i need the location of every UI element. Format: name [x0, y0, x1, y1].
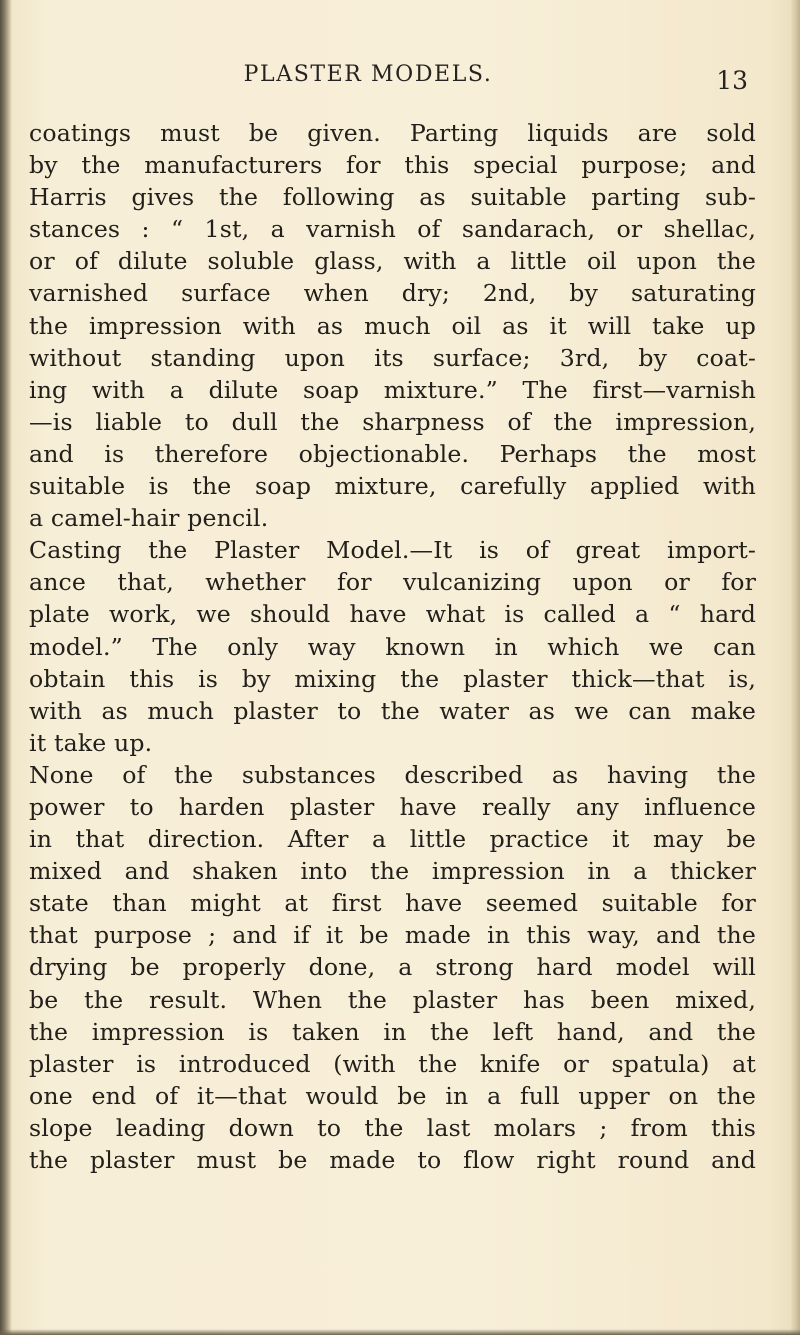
text-line: mixed and shaken into the impression in a thicker: [29, 857, 756, 886]
text-line: suitable is the soap mixture, carefully applied with: [29, 472, 756, 501]
text-line: and is therefore objectionable. Perhaps the most: [29, 439, 756, 468]
text-line: by the manufacturers for this special purpose; and: [29, 151, 756, 180]
paragraph-heading-line: Casting the Plaster Model.—It is of great import-: [29, 536, 756, 565]
page-edge-shadow: [790, 0, 800, 1335]
text-line: plaster is introduced (with the knife or spatula) at: [29, 1049, 756, 1078]
text-line: —is liable to dull the sharpness of the impression,: [29, 407, 756, 436]
page-binding-shadow: [0, 0, 12, 1335]
text-line: power to harden plaster have really any influence: [29, 792, 756, 821]
text-line: in that direction. After a little practice it may be: [29, 825, 756, 854]
body-text: [29, 117, 756, 1176]
text-line: state than might at first have seemed suitable for: [29, 889, 756, 918]
text-line: model.” The only way known in which we can: [29, 632, 756, 661]
text-line: plate work, we should have what is called a “ hard: [29, 600, 756, 629]
text-line: that purpose ; and if it be made in this way, and the: [29, 921, 756, 950]
text-line: the impression is taken in the left hand, and the: [29, 1017, 756, 1046]
text-line: be the result. When the plaster has been mixed,: [29, 985, 756, 1014]
text-line: Harris gives the following as suitable parting sub-: [29, 183, 756, 212]
paragraph-end-line: it take up.: [29, 728, 153, 757]
running-head: PLASTER MODELS.: [243, 62, 493, 87]
text-line: with as much plaster to the water as we can make: [29, 696, 756, 725]
text-line: drying be properly done, a strong hard model will: [29, 953, 756, 982]
text-line: ing with a dilute soap mixture.” The first—varnish: [29, 375, 756, 404]
text-line: the plaster must be made to flow right round and: [29, 1146, 756, 1174]
page-number: 13: [716, 66, 748, 95]
text-line: coatings must be given. Parting liquids are sold: [29, 119, 756, 147]
text-line: the impression with as much oil as it will take up: [29, 311, 756, 340]
page-bottom-edge: [0, 1329, 800, 1335]
text-line: stances : “ 1st, a varnish of sandarach, or shellac,: [29, 215, 756, 244]
text-line: obtain this is by mixing the plaster thick—that is,: [29, 664, 756, 693]
text-line: slope leading down to the last molars ; from this: [29, 1113, 756, 1142]
text-line: None of the substances described as having the: [29, 760, 756, 789]
text-line: one end of it—that would be in a full upper on the: [29, 1081, 756, 1110]
page-header: [0, 62, 800, 95]
text-line: ance that, whether for vulcanizing upon or for: [29, 568, 756, 597]
text-line: without standing upon its surface; 3rd, by coat-: [29, 343, 756, 372]
text-line: varnished surface when dry; 2nd, by saturating: [29, 279, 756, 308]
paragraph-end-line: a camel-hair pencil.: [29, 504, 269, 533]
text-line: or of dilute soluble glass, with a little oil upon the: [29, 247, 756, 276]
